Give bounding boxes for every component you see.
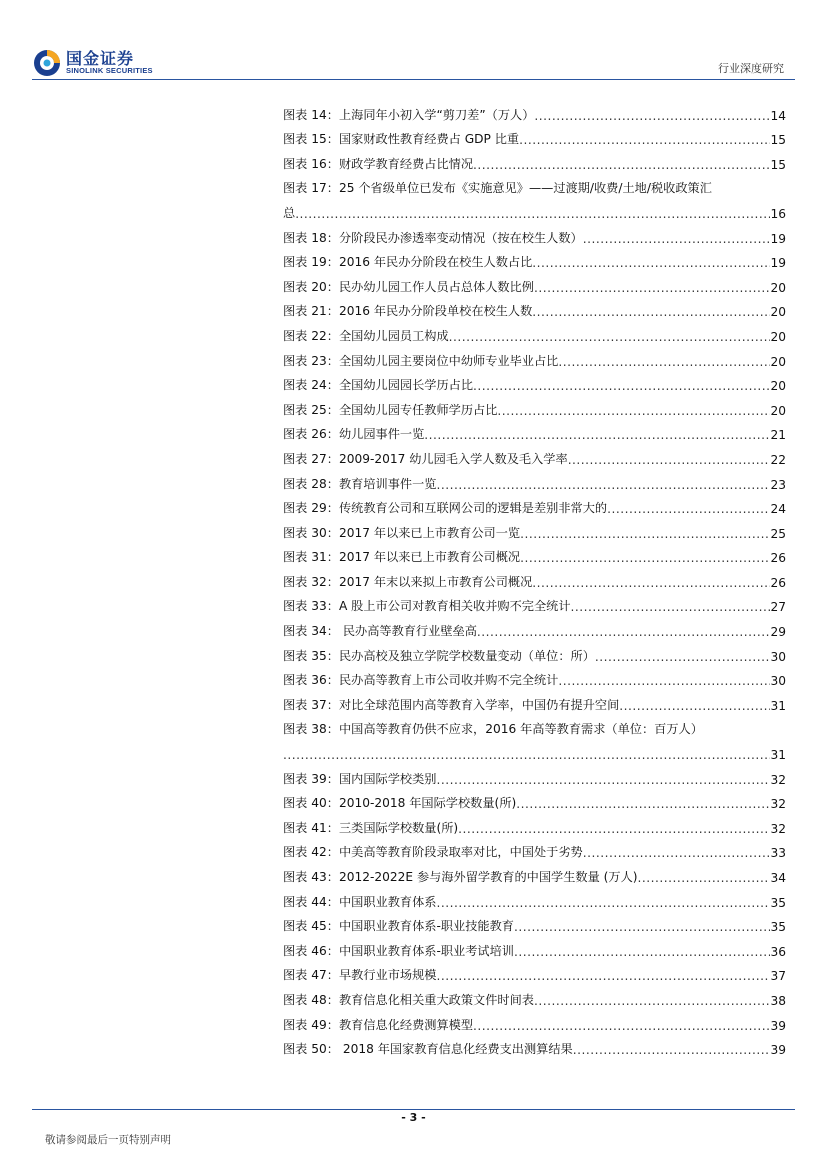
toc-page-number: 20	[770, 403, 786, 418]
toc-leader-dots	[514, 945, 771, 959]
toc-leader-dots	[558, 674, 770, 688]
toc-leader-dots	[458, 822, 770, 836]
toc-entry[interactable]	[283, 541, 786, 566]
toc-entry-title: 图表 33：A 股上市公司对教育相关收并购不完全统计	[283, 599, 571, 614]
toc-entry[interactable]	[283, 344, 786, 369]
toc-entry-title: 图表 45：中国职业教育体系-职业技能教育	[283, 919, 514, 934]
toc-entry-title: 图表 21：2016 年民办分阶段单校在校生人数	[283, 304, 533, 319]
toc-leader-dots	[595, 650, 771, 664]
toc-leader-dots	[519, 133, 770, 147]
toc-entry-title: 图表 37：对比全球范围内高等教育入学率，中国仍有提升空间	[283, 697, 620, 712]
toc-leader-dots	[532, 305, 770, 319]
toc-page-number: 35	[770, 895, 786, 910]
toc-entry[interactable]	[283, 664, 786, 689]
toc-page-number: 15	[770, 133, 786, 148]
toc-entry-title: 图表 30：2017 年以来已上市教育公司一览	[283, 525, 521, 540]
toc-entry-title: 图表 48：教育信息化相关重大政策文件时间表	[283, 992, 534, 1007]
toc-leader-dots	[436, 969, 770, 983]
toc-entry[interactable]	[283, 516, 786, 541]
toc-entry[interactable]	[283, 639, 786, 664]
toc-entry-title: 图表 49：教育信息化经费测算模型	[283, 1017, 474, 1032]
toc-page-number: 33	[770, 846, 786, 861]
report-category: 行业深度研究	[718, 62, 784, 75]
toc-page-number: 36	[770, 944, 786, 959]
toc-page-number: 20	[770, 379, 786, 394]
toc-page-number: 32	[770, 772, 786, 787]
toc-entry[interactable]	[283, 369, 786, 394]
toc-entry-line[interactable]	[283, 172, 786, 197]
toc-entry[interactable]	[283, 934, 786, 959]
toc-leader-dots	[573, 1043, 771, 1057]
toc-entry-title: 图表 40：2010-2018 年国际学校数量(所)	[283, 796, 517, 811]
toc-leader-dots	[449, 330, 771, 344]
toc-page-number: 19	[770, 231, 786, 246]
toc-leader-dots	[619, 699, 770, 713]
toc-entry-title: 图表 15：国家财政性教育经费占 GDP 比重	[283, 132, 520, 147]
toc-leader-dots	[436, 478, 770, 492]
toc-entry[interactable]	[283, 688, 786, 713]
toc-page-number: 32	[770, 797, 786, 812]
toc-page-number: 31	[770, 748, 786, 763]
toc-entry-title: 图表 34： 民办高等教育行业壁垒高	[283, 624, 477, 639]
toc-entry-title: 图表 22：全国幼儿园员工构成	[283, 328, 449, 343]
toc-leader-dots	[638, 871, 771, 885]
toc-leader-dots	[534, 994, 771, 1008]
toc-leader-dots	[532, 576, 770, 590]
toc-leader-dots	[607, 502, 770, 516]
toc-leader-dots	[516, 797, 770, 811]
toc-page-number: 30	[770, 649, 786, 664]
toc-entry[interactable]	[283, 270, 786, 295]
toc-page-number: 21	[770, 428, 786, 443]
toc-entry-title: 图表 24：全国幼儿园园长学历占比	[283, 378, 474, 393]
toc-page-number: 27	[770, 600, 786, 615]
toc-page-number: 32	[770, 821, 786, 836]
toc-entry-title: 图表 46：中国职业教育体系-职业考试培训	[283, 943, 514, 958]
toc-entry-title: 图表 16：财政学教育经费占比情况	[283, 156, 474, 171]
toc-entry[interactable]	[283, 295, 786, 320]
toc-entry[interactable]	[283, 221, 786, 246]
toc-entry[interactable]	[283, 737, 786, 762]
toc-leader-dots	[571, 600, 771, 614]
toc-page-number: 20	[770, 354, 786, 369]
toc-entry[interactable]	[283, 959, 786, 984]
toc-entry-title: 图表 43：2012-2022E 参与海外留学教育的中国学生数量 (万人)	[283, 870, 638, 884]
toc-leader-dots	[497, 404, 770, 418]
toc-page-number: 22	[770, 452, 786, 467]
toc-entry-title: 图表 38：中国高等教育仍供不应求，2016 年高等教育需求（单位：百万人）	[283, 722, 703, 737]
toc-entry[interactable]	[283, 910, 786, 935]
toc-page-number: 34	[770, 871, 786, 885]
toc-page-number: 29	[770, 625, 786, 640]
toc-entry[interactable]	[283, 467, 786, 492]
toc-entry[interactable]	[283, 418, 786, 443]
toc-entry[interactable]	[283, 492, 786, 517]
toc-entry-title: 图表 29：传统教育公司和互联网公司的逻辑是差别非常大的	[283, 501, 608, 516]
toc-page-number: 39	[770, 1018, 786, 1033]
toc-leader-dots	[473, 1019, 770, 1033]
toc-leader-dots	[534, 281, 771, 295]
toc-entry[interactable]	[283, 590, 786, 615]
toc-entry[interactable]	[283, 811, 786, 836]
toc-entry-title: 图表 44：中国职业教育体系	[283, 894, 437, 909]
toc-page-number: 24	[770, 502, 786, 517]
toc-page-number: 23	[770, 477, 786, 492]
toc-entry-title: 图表 25：全国幼儿园专任教师学历占比	[283, 402, 498, 417]
toc-page-number: 37	[770, 969, 786, 984]
toc-entry-title: 图表 18：分阶段民办渗透率变动情况（按在校生人数）	[283, 230, 583, 245]
header-divider	[32, 79, 795, 80]
toc-entry-title: 图表 19：2016 年民办分阶段在校生人数占比	[283, 255, 533, 270]
toc-entry[interactable]	[283, 393, 786, 418]
toc-page-number: 26	[770, 551, 786, 566]
toc-entry-title: 图表 28：教育培训事件一览	[283, 476, 437, 491]
toc-leader-dots	[520, 527, 770, 541]
toc-page-number: 30	[770, 674, 786, 689]
toc-entry-title: 图表 41：三类国际学校数量(所)	[283, 820, 459, 835]
toc-leader-dots	[436, 773, 770, 787]
toc-entry[interactable]	[283, 836, 786, 861]
toc-entry-title: 图表 26：幼儿园事件一览	[283, 427, 425, 442]
toc-entry-title: 图表 50： 2018 年国家教育信息化经费支出测算结果	[283, 1042, 573, 1057]
toc-entry[interactable]	[283, 442, 786, 467]
toc-entry[interactable]	[283, 123, 786, 148]
toc-entry-title: 图表 23：全国幼儿园主要岗位中幼师专业毕业占比	[283, 353, 559, 368]
toc-entry[interactable]	[283, 98, 786, 123]
logo-text-cn: 国金证券	[66, 49, 135, 68]
toc-entry[interactable]	[283, 762, 786, 787]
page-header	[0, 0, 827, 80]
toc-entry[interactable]	[283, 1033, 786, 1058]
toc-entry[interactable]	[283, 196, 786, 221]
toc-entry-title: 图表 36：民办高等教育上市公司收并购不完全统计	[283, 673, 559, 688]
disclaimer-text: 敬请参阅最后一页特别声明	[45, 1134, 171, 1146]
toc-page-number: 20	[770, 305, 786, 320]
toc-leader-dots	[520, 551, 770, 565]
toc-page-number: 20	[770, 280, 786, 295]
toc-leader-dots	[424, 428, 770, 442]
toc-entry[interactable]	[283, 787, 786, 812]
toc-leader-dots	[514, 920, 771, 934]
toc-entry-line[interactable]	[283, 713, 786, 738]
toc-leader-dots	[583, 846, 771, 860]
toc-page-number: 16	[770, 206, 786, 221]
toc-leader-dots	[473, 379, 770, 393]
toc-leader-dots	[283, 748, 770, 762]
toc-page-number: 38	[770, 993, 786, 1008]
toc-page-number: 20	[770, 329, 786, 344]
toc-entry-title: 图表 39：国内国际学校类别	[283, 771, 437, 786]
toc-entry[interactable]	[283, 614, 786, 639]
toc-entry-title: 图表 31：2017 年以来已上市教育公司概况	[283, 550, 521, 565]
toc-page-number: 25	[770, 526, 786, 541]
toc-page-number: 26	[770, 575, 786, 590]
toc-entry[interactable]	[283, 565, 786, 590]
toc-entry[interactable]	[283, 319, 786, 344]
toc-entry-title: 图表 17：25 个省级单位已发布《实施意见》——过渡期/收费/土地/税收政策汇	[283, 181, 712, 196]
toc-page-number: 31	[770, 698, 786, 713]
toc-page-number: 39	[770, 1043, 786, 1058]
toc-leader-dots	[477, 625, 771, 639]
table-of-figures	[283, 98, 786, 1057]
toc-page-number: 19	[770, 256, 786, 271]
toc-leader-dots	[532, 256, 770, 270]
toc-entry[interactable]	[283, 147, 786, 172]
sinolink-logo-icon	[32, 48, 62, 78]
toc-entry[interactable]	[283, 1008, 786, 1033]
toc-entry-title: 图表 32：2017 年末以来拟上市教育公司概况	[283, 574, 533, 589]
toc-entry-title: 图表 14：上海同年小初入学“剪刀差”（万人）	[283, 107, 535, 122]
toc-entry-title: 图表 35：民办高校及独立学院学校数量变动（单位：所）	[283, 648, 595, 663]
footer-divider	[32, 1109, 795, 1110]
toc-entry[interactable]	[283, 885, 786, 910]
toc-page-number: 35	[770, 920, 786, 935]
toc-entry[interactable]	[283, 860, 786, 885]
toc-entry-title: 图表 47：早教行业市场规模	[283, 968, 437, 983]
toc-page-number: 14	[770, 108, 786, 123]
toc-leader-dots	[473, 158, 770, 172]
toc-leader-dots	[568, 453, 771, 467]
logo-text-en: SINOLINK SECURITIES	[66, 66, 153, 75]
toc-entry[interactable]	[283, 983, 786, 1008]
toc-entry-continuation: 总	[283, 205, 296, 220]
toc-page-number: 15	[770, 157, 786, 172]
toc-entry[interactable]	[283, 246, 786, 271]
toc-entry-title: 图表 27：2009-2017 幼儿园毛入学人数及毛入学率	[283, 451, 568, 466]
toc-leader-dots	[295, 207, 770, 221]
toc-leader-dots	[436, 896, 770, 910]
toc-leader-dots	[583, 232, 771, 246]
toc-leader-dots	[534, 109, 770, 123]
page-number: - 3 -	[401, 1111, 426, 1124]
toc-leader-dots	[558, 355, 770, 369]
toc-entry-title: 图表 20：民办幼儿园工作人员占总体人数比例	[283, 279, 534, 294]
toc-entry-title: 图表 42：中美高等教育阶段录取率对比，中国处于劣势	[283, 845, 583, 860]
